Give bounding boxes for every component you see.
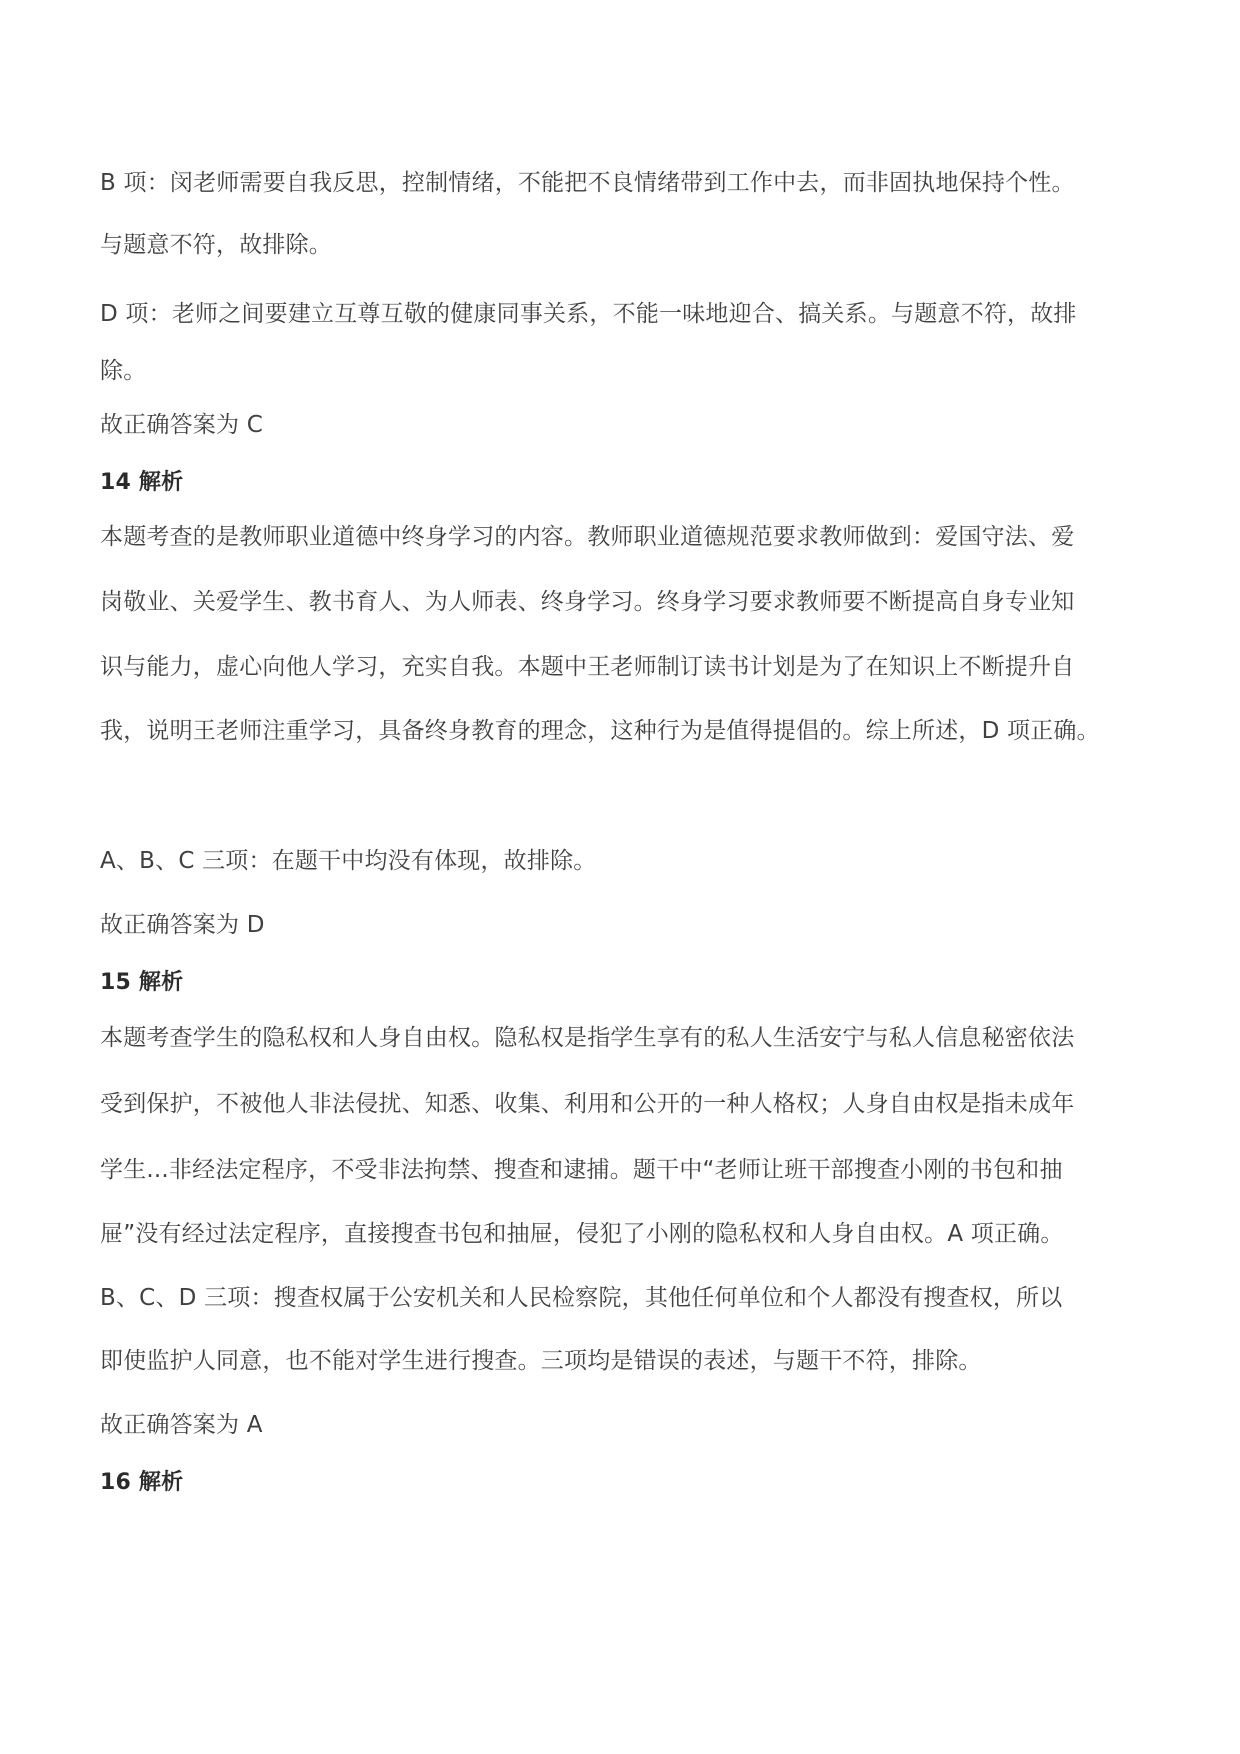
q15-heading: 15 解析 [100, 970, 184, 995]
q13-answer: 故正确答案为 C [100, 412, 263, 438]
q14-answer: 故正确答案为 D [100, 912, 265, 938]
q13-option-b-line-2: 与题意不符，故排除。 [100, 232, 332, 258]
q14-body-line-3: 识与能力，虚心向他人学习，充实自我。本题中王老师制订读书计划是为了在知识上不断提升自 [100, 654, 1075, 680]
q14-body-line-1: 本题考查的是教师职业道德中终身学习的内容。教师职业道德规范要求教师做到：爱国守法、爱 [100, 524, 1075, 550]
q15-body-line-2: 受到保护，不被他人非法侵扰、知悉、收集、利用和公开的一种人格权；人身自由权是指未成年 [100, 1091, 1075, 1117]
q15-answer: 故正确答案为 A [100, 1412, 263, 1438]
q15-options-bcd-line-2: 即使监护人同意，也不能对学生进行搜查。三项均是错误的表述，与题干不符，排除。 [100, 1348, 982, 1374]
q16-heading: 16 解析 [100, 1470, 184, 1495]
q14-body-line-4: 我，说明王老师注重学习，具备终身教育的理念，这种行为是值得提倡的。综上所述，D 项正确。 [100, 718, 1100, 744]
q14-body-line-2: 岗敬业、关爱学生、教书育人、为人师表、终身学习。终身学习要求教师要不断提高自身专业知 [100, 589, 1075, 615]
q15-body-line-1: 本题考查学生的隐私权和人身自由权。隐私权是指学生享有的私人生活安宁与私人信息秘密依法 [100, 1025, 1075, 1051]
q13-option-d-line-1: D 项：老师之间要建立互尊互敬的健康同事关系，不能一味地迎合、搞关系。与题意不符，故排 [100, 301, 1077, 327]
q15-body-line-4: 屉”没有经过法定程序，直接搜查书包和抽屉，侵犯了小刚的隐私权和人身自由权。A 项正确。 [100, 1221, 1064, 1247]
q13-option-d-line-2: 除。 [100, 358, 147, 384]
q14-heading: 14 解析 [100, 470, 184, 495]
q15-options-bcd-line-1: B、C、D 三项：搜查权属于公安机关和人民检察院，其他任何单位和个人都没有搜查权，所以 [100, 1285, 1063, 1311]
q13-option-b-line-1: B 项：闵老师需要自我反思，控制情绪，不能把不良情绪带到工作中去，而非固执地保持个性。 [100, 170, 1075, 196]
q15-body-line-3: 学生...非经法定程序，不受非法拘禁、搜查和逮捕。题干中“老师让班干部搜查小刚的书包和抽 [100, 1157, 1063, 1183]
q14-options-abc: A、B、C 三项：在题干中均没有体现，故排除。 [100, 848, 597, 874]
